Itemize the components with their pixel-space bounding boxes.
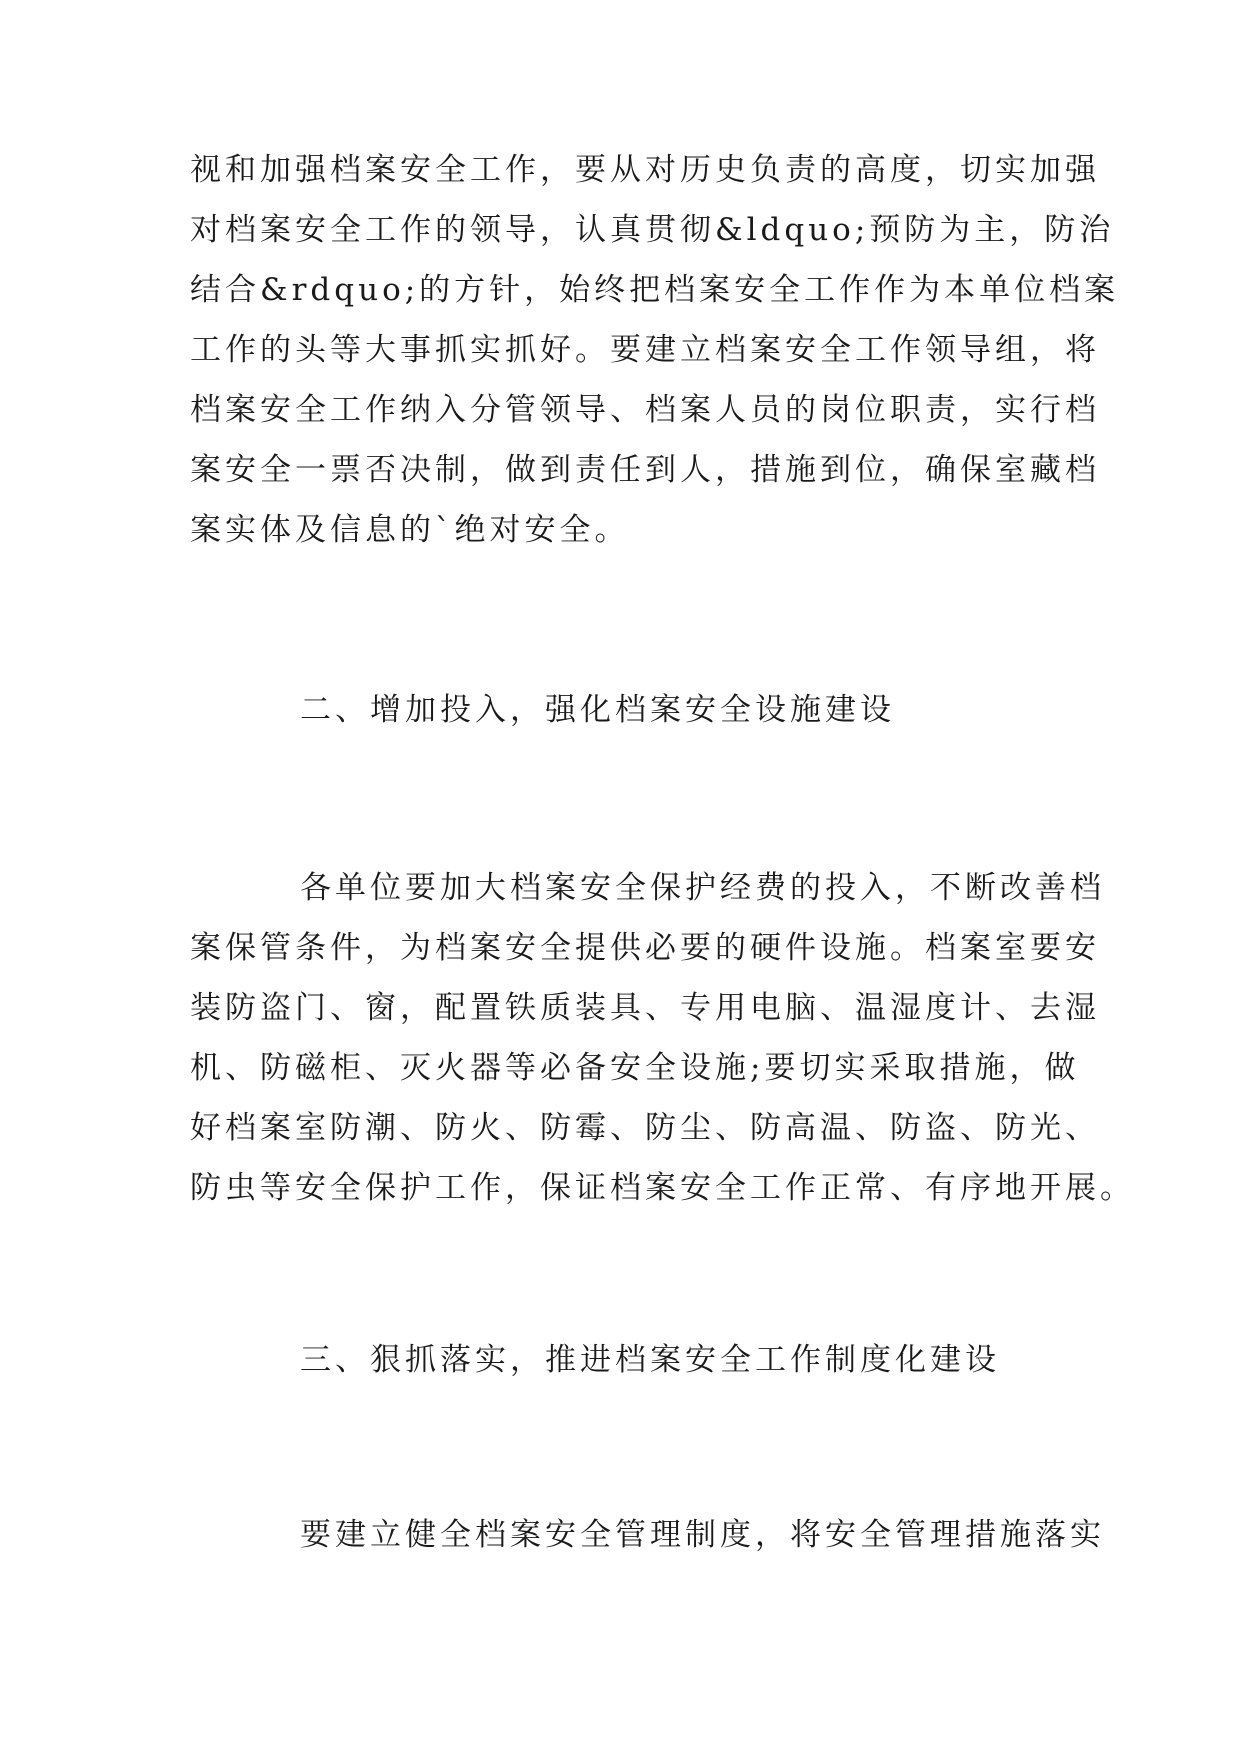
section-heading-3: 三、狠抓落实，推进档案安全工作制度化建设 [300,1342,1000,1378]
paragraph-2-line-3: 装防盗门、窗，配置铁质装具、专用电脑、温湿度计、去湿 [190,990,1100,1026]
paragraph-1-line-1: 视和加强档案安全工作，要从对历史负责的高度，切实加强 [190,152,1100,188]
paragraph-1-line-6: 案安全一票否决制，做到责任到人，措施到位，确保室藏档 [190,452,1100,488]
section-heading-2: 二、增加投入，强化档案安全设施建设 [300,692,895,728]
paragraph-2-line-5: 好档案室防潮、防火、防霉、防尘、防高温、防盗、防光、 [190,1110,1100,1146]
paragraph-1-line-2: 对档案安全工作的领导，认真贯彻&ldquo;预防为主，防治 [190,212,1115,248]
paragraph-1-line-4: 工作的头等大事抓实抓好。要建立档案安全工作领导组，将 [190,332,1100,368]
paragraph-3-line-1: 要建立健全档案安全管理制度，将安全管理措施落实 [300,1517,1105,1553]
paragraph-2-line-4: 机、防磁柜、灭火器等必备安全设施;要切实采取措施，做 [190,1050,1080,1086]
paragraph-2-line-1: 各单位要加大档案安全保护经费的投入，不断改善档 [300,870,1105,906]
paragraph-1-line-7: 案实体及信息的`绝对安全。 [190,512,630,548]
paragraph-2-line-2: 案保管条件，为档案安全提供必要的硬件设施。档案室要安 [190,930,1100,966]
paragraph-1-line-5: 档案安全工作纳入分管领导、档案人员的岗位职责，实行档 [190,392,1100,428]
paragraph-1-line-3: 结合&rdquo;的方针，始终把档案安全工作作为本单位档案 [190,272,1120,308]
paragraph-2-line-6: 防虫等安全保护工作，保证档案安全工作正常、有序地开展。 [190,1170,1135,1206]
